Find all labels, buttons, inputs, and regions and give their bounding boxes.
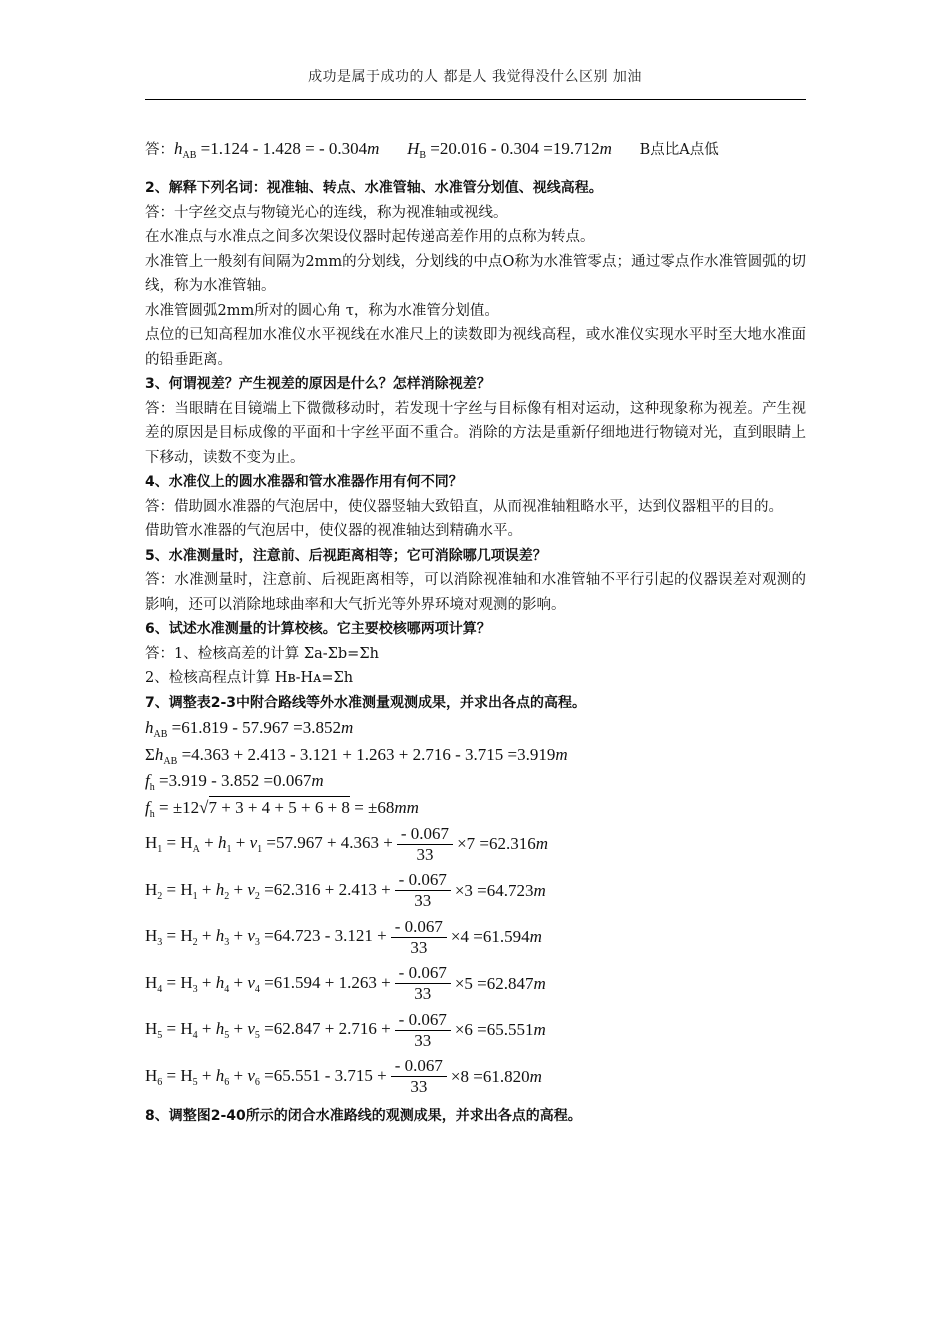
height-equation-row: $H_2 = H_1 + h_2 + v_2 =62.316 + 2.413$ + $\frac{- 0.067}{33}$ ×3 =64.723m (145, 870, 546, 911)
q2-answer-2: 在水准点与水准点之间多次架设仪器时起传递高差作用的点称为转点。 (145, 229, 595, 245)
q1-answer (145, 134, 806, 168)
formula-hab: $h_{AB} =1.124 - 1.428$ = - 0.304m (174, 139, 380, 161)
q1-note: B点比A点低 (639, 142, 719, 158)
q7-question: 7、调整表2-3中附合路线等外水准测量观测成果，并求出各点的高程。 (145, 694, 587, 711)
q2-answer-1: 答：十字丝交点与物镜光心的连线，称为视准轴或视线。 (145, 204, 508, 221)
q5-question: 5、水准测量时，注意前、后视距离相等；它可消除哪几项误差？ (145, 547, 547, 564)
height-equation-row: $H_3 = H_2 + h_3 + v_3 =64.723 - 3.121$ + $\frac{- 0.067}{33}$ ×4 =61.594m (145, 916, 542, 957)
formula-hb: $H_B =20.016 - 0.304 =19.712m$ (407, 139, 612, 161)
q6-answer-2: 2、检核高程点计算 Hʙ-Hᴀ=Σh (145, 670, 354, 686)
height-equation-row: $H_4 = H_3 + h_4 + v_4 =61.594 + 1.263$ + $\frac{- 0.067}{33}$ ×5 =62.847m (145, 963, 546, 1004)
q4-answer-2: 借助管水准器的气泡居中，使仪器的视准轴达到精确水平。 (145, 523, 522, 539)
q2-answer-3: 水准管上一般刻有间隔为2mm的分划线，分划线的中点O称为水准管零点；通过零点作水准管圆弧的切线，称为水准管轴。 (145, 253, 806, 294)
q5-answer: 答：水准测量时，注意前、后视距离相等，可以消除视准轴和水准管轴不平行引起的仪器误差对观测的影响，还可以消除地球曲率和大气折光等外界环境对观测的影响。 (145, 572, 806, 613)
height-equation-row: $H_1 = H_A + h_1 + v_1 =57.967 + 4.363$ + $\frac{- 0.067}{33}$ ×7 =62.316m (145, 823, 549, 864)
q4-question: 4、水准仪上的圆水准器和管水准器作用有何不同？ (145, 474, 463, 490)
equation-fh: $f_h =3.919 - 3.852 =0.067m$ (145, 771, 324, 793)
q3-question: 3、何谓视差？产生视差的原因是什么？怎样消除视差？ (145, 376, 491, 392)
q4-answer-1: 答：借助圆水准器的气泡居中，使仪器竖轴大致铅直，从而视准轴粗略水平，达到仪器粗平的目的。 (145, 498, 783, 515)
answer-prefix: 答： (145, 142, 174, 158)
height-equation-row: $H_5 = H_4 + h_5 + v_5 =62.847 + 2.716$ + $\frac{- 0.067}{33}$ ×6 =65.551m (145, 1009, 546, 1050)
q8-question: 8、调整图2-40所示的闭合水准路线的观测成果，并求出各点的高程。 (145, 1108, 582, 1124)
equation-hab: $h_{AB} =61.819 - 57.967 =3.852m$ (145, 718, 354, 740)
q2-question: 2、解释下列名词：视准轴、转点、水准管轴、水准管分划值、视线高程。 (145, 180, 603, 196)
equation-fh-limit: $f_h = \pm 12√7 + 3 + 4 + 5 + 6 + 8 = \pm 68mm$ (145, 797, 419, 820)
q2-answer-5: 点位的已知高程加水准仪水平视线在水准尺上的读数即为视线高程，或水准仪实现水平时至大地水准面的铅垂距离。 (145, 327, 806, 368)
q6-answer-1: 答：1、检核高差的计算 Σa-Σb=Σh (145, 645, 379, 662)
q6-question: 6、试述水准测量的计算校核。它主要校核哪两项计算？ (145, 621, 491, 637)
page-header: 成功是属于成功的人 都是人 我觉得没什么区别 加油 (308, 69, 642, 85)
document-body (145, 134, 806, 1129)
height-equations (145, 821, 806, 1100)
header-rule (145, 99, 806, 100)
q2-answer-4: 水准管圆弧2mm所对的圆心角 τ，称为水准管分划值。 (145, 302, 499, 319)
q3-answer: 答：当眼睛在目镜端上下微微移动时，若发现十字丝与目标像有相对运动，这种现象称为视差。产生视差的原因是目标成像的平面和十字丝平面不重合。消除的方法是重新仔细地进行物镜对光，直到眼睛上下移动，读数不变为止。 (145, 400, 806, 466)
equation-sum-h: $\Sigma h_{AB} =4.363 + 2.413 - 3.121 + 1.263 + 2.716 - 3.715 =3.919m$ (145, 744, 568, 767)
height-equation-row: $H_6 = H_5 + h_6 + v_6 =65.551 - 3.715$ + $\frac{- 0.067}{33}$ ×8 =61.820m (145, 1056, 542, 1097)
